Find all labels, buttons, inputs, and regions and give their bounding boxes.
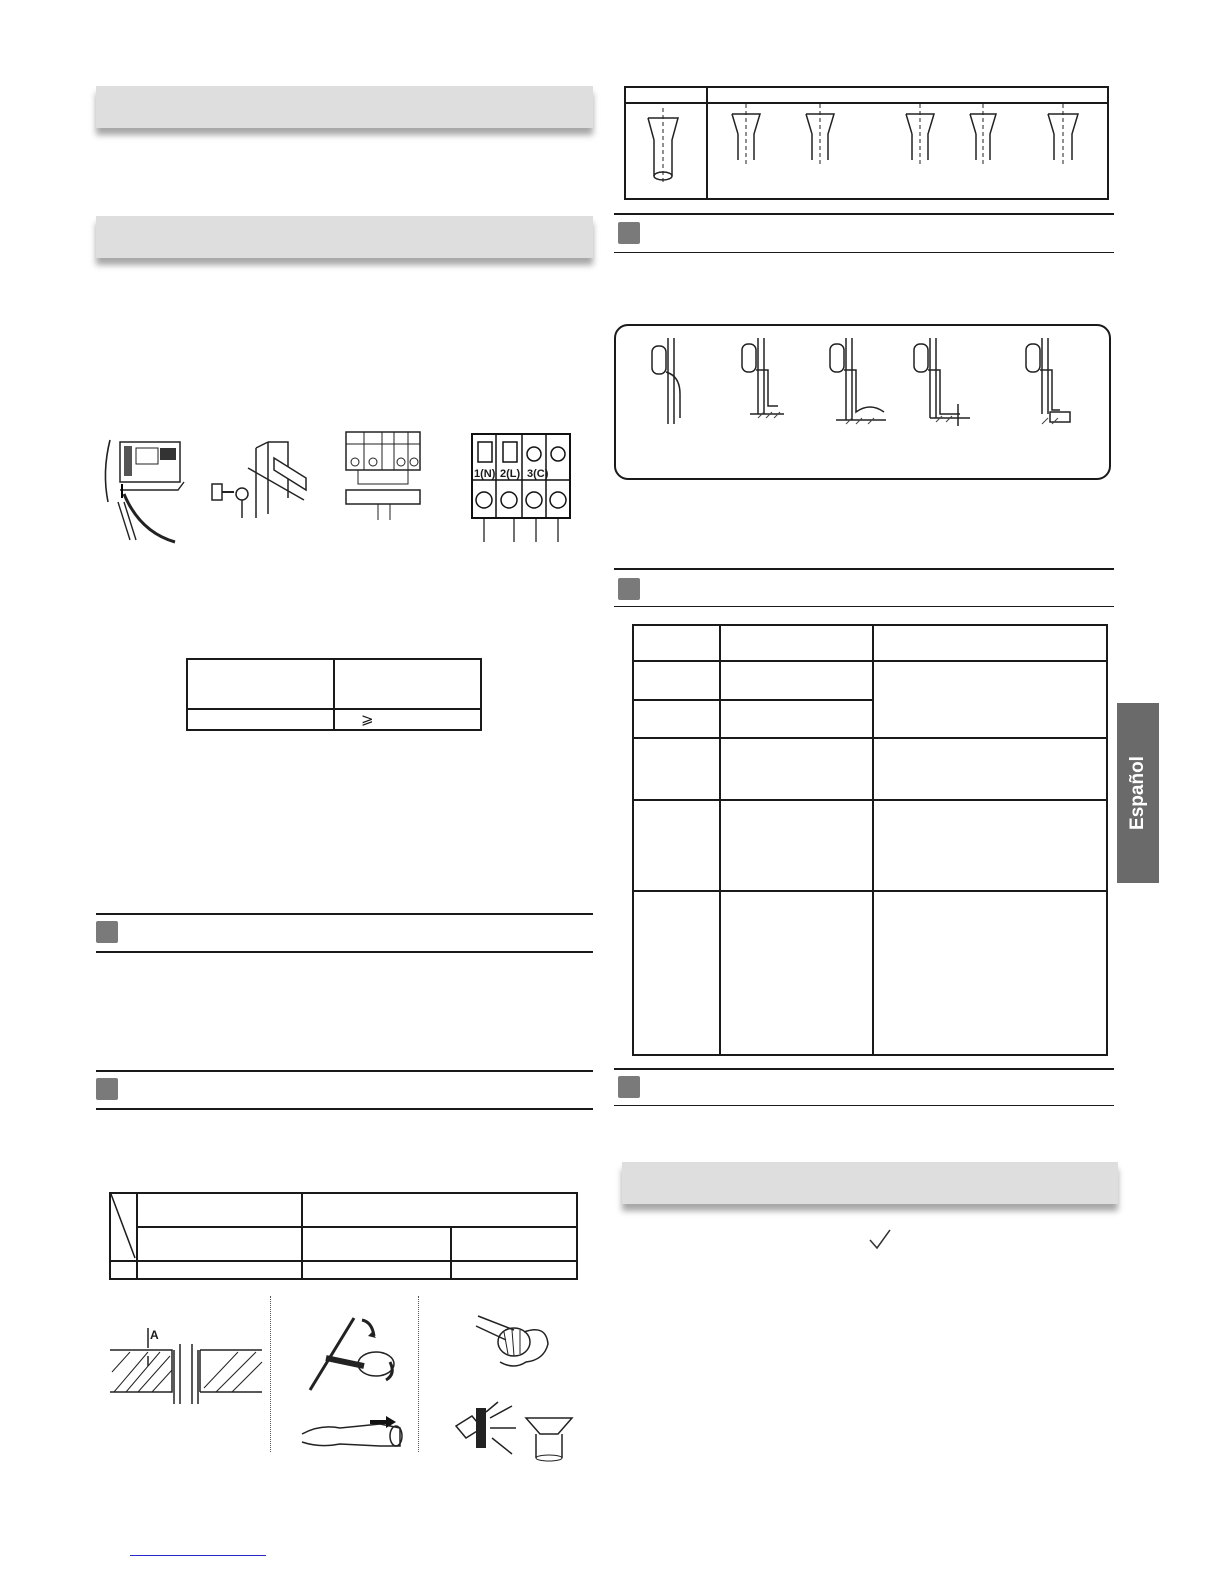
checkmark-icon xyxy=(868,1228,892,1252)
flare-table-diagonal xyxy=(109,1192,137,1260)
check-table-row xyxy=(632,660,1108,662)
cable-clamp-illustration xyxy=(208,438,310,520)
section-rule-top xyxy=(614,568,1114,570)
check-table-row xyxy=(632,799,1108,801)
section-rule-bottom xyxy=(614,606,1114,607)
section-rule-top xyxy=(96,913,593,915)
indoor-unit-wiring-illustration xyxy=(100,432,190,544)
terminal-block-illustration xyxy=(344,430,424,522)
flare-dimension-table xyxy=(109,1192,578,1280)
section-rule-top xyxy=(614,1068,1114,1070)
check-table-row xyxy=(632,737,1108,739)
flare-examples-illustration xyxy=(630,104,1100,188)
flare-dimension-label: A xyxy=(150,1328,159,1342)
hand-tighten-illustration xyxy=(474,1310,554,1374)
figure-separator xyxy=(418,1296,419,1452)
section-rule-bottom xyxy=(96,1108,593,1110)
wire-table-row-line xyxy=(186,708,482,710)
section-rule-top xyxy=(614,213,1114,215)
section-rule-bottom xyxy=(614,252,1114,253)
section-banner-1 xyxy=(96,86,593,128)
footer-link-underline[interactable] xyxy=(130,1555,266,1556)
flare-table-col xyxy=(450,1226,452,1280)
check-table-col xyxy=(719,624,721,1056)
wire-table-divider xyxy=(333,658,335,731)
section-banner-2 xyxy=(96,216,593,258)
section-rule-bottom xyxy=(614,1105,1114,1106)
check-table-col xyxy=(872,624,874,1056)
flare-depth-illustration xyxy=(108,1322,264,1406)
pipe-cutter-illustration xyxy=(306,1314,412,1394)
terminal-label-1n: 1(N) xyxy=(474,468,496,480)
flare-table-row xyxy=(136,1226,578,1228)
section-rule-top xyxy=(96,1070,593,1072)
section-number-badge xyxy=(618,222,640,244)
check-table xyxy=(632,624,1108,1056)
pipe-deburr-illustration xyxy=(300,1414,404,1454)
wire-table-symbol: ⩾ xyxy=(361,711,374,728)
section-number-badge xyxy=(618,1076,640,1098)
language-tab-label: Español xyxy=(1127,756,1148,830)
section-number-badge xyxy=(96,921,118,943)
check-table-row xyxy=(632,890,1108,892)
terminal-label-2l: 2(L) xyxy=(500,468,521,480)
section-rule-bottom xyxy=(96,951,593,953)
check-table-row xyxy=(632,699,872,701)
flare-table-row xyxy=(109,1260,578,1262)
section-number-badge xyxy=(618,578,640,600)
flaring-tool-illustration xyxy=(452,1398,578,1460)
figure-separator xyxy=(270,1296,271,1452)
section-number-badge xyxy=(96,1078,118,1100)
flare-table-col xyxy=(301,1192,303,1280)
drain-hose-illustration xyxy=(640,334,1080,434)
language-tab[interactable] xyxy=(1117,703,1159,883)
section-banner-3 xyxy=(622,1162,1118,1204)
terminal-label-3c: 3(C) xyxy=(527,468,549,480)
outdoor-terminal-block-illustration xyxy=(470,432,574,544)
